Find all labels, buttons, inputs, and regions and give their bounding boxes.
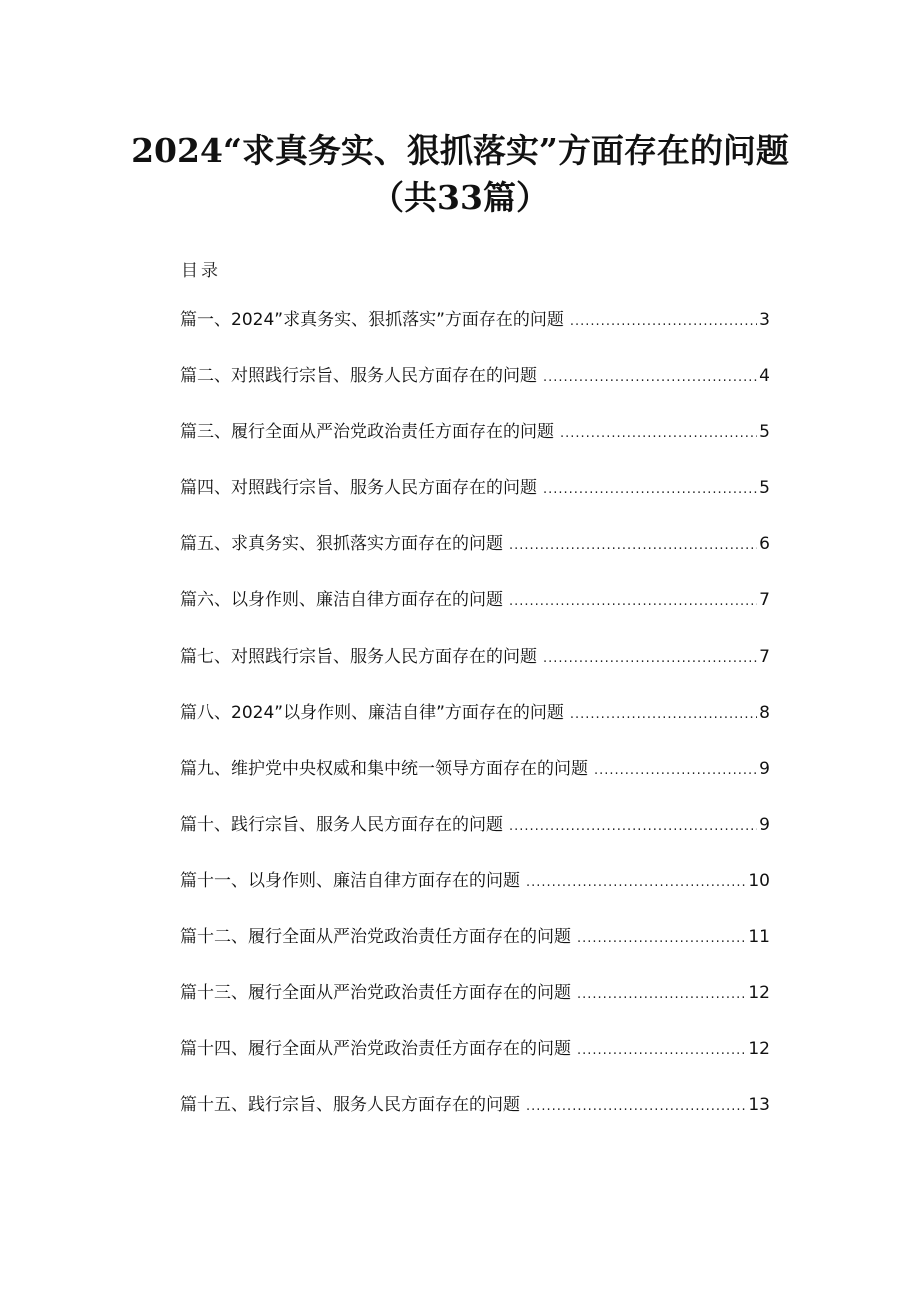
toc-entry[interactable]: [180, 979, 780, 1035]
toc-dot-leader: [560, 420, 757, 448]
toc-entry[interactable]: [180, 530, 780, 586]
toc-entry-label: 篇五、求真务实、狠抓落实方面存在的问题: [180, 534, 503, 555]
toc-dot-leader: [570, 308, 757, 336]
toc-entry-page: 8: [759, 702, 770, 723]
toc-dot-leader: [594, 757, 757, 785]
toc-entry-label: 篇十四、履行全面从严治党政治责任方面存在的问题: [180, 1039, 571, 1060]
toc-dot-leader: [509, 532, 757, 560]
toc-entry-page: 9: [759, 758, 770, 779]
toc-entry-label: 篇一、2024”求真务实、狠抓落实”方面存在的问题: [180, 310, 564, 330]
toc-entry[interactable]: [180, 1091, 780, 1147]
toc-entry[interactable]: [180, 811, 780, 867]
document-title: 2024“求真务实、狠抓落实”方面存在的问题: [131, 131, 789, 170]
toc-dot-leader: [543, 476, 757, 504]
toc-dot-leader: [509, 813, 757, 841]
toc-entry-page: 12: [748, 983, 770, 1004]
toc-entry-page: 7: [759, 590, 770, 611]
toc-entry[interactable]: [180, 418, 780, 474]
toc-entry[interactable]: [180, 586, 780, 642]
toc-entry[interactable]: [180, 1035, 780, 1091]
toc-entry[interactable]: [180, 643, 780, 699]
toc-entry-page: 13: [748, 1095, 770, 1116]
toc-entry-page: 5: [759, 478, 770, 499]
toc-dot-leader: [543, 364, 757, 392]
toc-dot-leader: [526, 1093, 746, 1121]
toc-entry-page: 3: [759, 310, 770, 330]
toc-entry-label: 篇二、对照践行宗旨、服务人民方面存在的问题: [180, 366, 537, 387]
document-subtitle: （共33篇）: [371, 178, 549, 217]
toc-entry-page: 9: [759, 814, 770, 835]
toc-entry-label: 篇十五、践行宗旨、服务人民方面存在的问题: [180, 1095, 520, 1116]
toc-entry[interactable]: [180, 362, 780, 418]
toc-entry[interactable]: [180, 923, 780, 979]
toc-entry-page: 6: [759, 534, 770, 555]
toc-dot-leader: [543, 645, 757, 673]
toc-entry-label: 篇十二、履行全面从严治党政治责任方面存在的问题: [180, 927, 571, 948]
toc-entry-label: 篇六、以身作则、廉洁自律方面存在的问题: [180, 590, 503, 611]
toc-entry[interactable]: [180, 867, 780, 923]
toc-entry-label: 篇十一、以身作则、廉洁自律方面存在的问题: [180, 870, 520, 891]
toc-entry-label: 篇七、对照践行宗旨、服务人民方面存在的问题: [180, 646, 537, 667]
toc-entry[interactable]: [180, 699, 780, 755]
toc-entry-label: 篇九、维护党中央权威和集中统一领导方面存在的问题: [180, 758, 588, 779]
toc-entry[interactable]: [180, 306, 780, 362]
toc-entry-page: 4: [759, 366, 770, 387]
toc-entry-label: 篇八、2024”以身作则、廉洁自律”方面存在的问题: [180, 702, 564, 723]
toc-dot-leader: [570, 701, 757, 729]
toc-entry-page: 11: [748, 927, 770, 948]
toc-heading: 目录: [181, 261, 221, 281]
toc-entry-page: 12: [748, 1039, 770, 1060]
toc-entry-label: 篇三、履行全面从严治党政治责任方面存在的问题: [180, 422, 554, 443]
toc-entry-page: 10: [748, 870, 770, 891]
toc-dot-leader: [577, 981, 746, 1009]
toc-entry-label: 篇十三、履行全面从严治党政治责任方面存在的问题: [180, 983, 571, 1004]
toc-entry-page: 5: [759, 422, 770, 443]
toc-entry-page: 7: [759, 646, 770, 667]
toc-entry-label: 篇四、对照践行宗旨、服务人民方面存在的问题: [180, 478, 537, 499]
toc-entry[interactable]: [180, 755, 780, 811]
table-of-contents: [180, 306, 780, 1147]
toc-dot-leader: [526, 869, 746, 897]
toc-dot-leader: [577, 925, 746, 953]
toc-dot-leader: [509, 588, 757, 616]
toc-entry[interactable]: [180, 474, 780, 530]
toc-entry-label: 篇十、践行宗旨、服务人民方面存在的问题: [180, 814, 503, 835]
toc-dot-leader: [577, 1037, 746, 1065]
